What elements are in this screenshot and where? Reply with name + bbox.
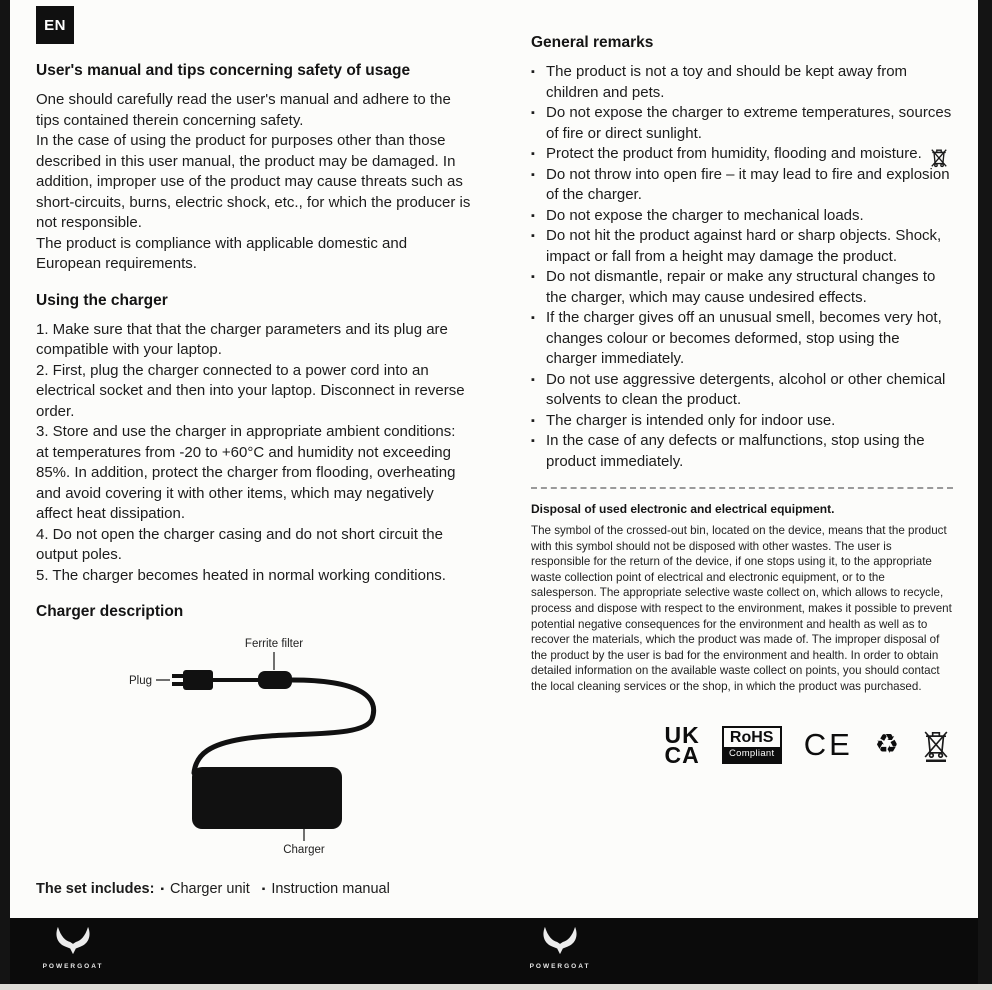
safety-paragraphs	[36, 90, 472, 275]
remark-item: ▪ Do not expose the charger to extreme temperatures, sources of fire or direct sunlight.	[531, 103, 953, 144]
disposal-heading: Disposal of used electronic and electrical equipment.	[531, 502, 835, 516]
section-heading-using: Using the charger	[36, 291, 168, 309]
remark-item: ▪ Do not hit the product against hard or sharp objects. Shock, impact or fall from a height may damage the product.	[531, 226, 953, 267]
paragraph: The product is compliance with applicable domestic and European requirements.	[36, 234, 408, 272]
step: 4. Do not open the charger casing and do not short circuit the output poles.	[36, 525, 443, 563]
brand-emblem	[38, 925, 108, 970]
remark-item: ▪ In the case of any defects or malfunctions, stop using the product immediately.	[531, 431, 953, 472]
brand-name: POWERGOAT	[42, 963, 104, 970]
disposal-text: The symbol of the crossed-out bin, located on the device, means that the product with this symbol should not be disposed with other wastes. The user is responsible for the return of the device, if one stops using it, to the appropriate waste collection point of electrical and electronic equipment, or to the salesperson. The appropriate selective waste collect on, which allows to recycle, process and dispose with respect to the environment, makes it possible to prevent potential negative consequences for the environment and health as well as to recover the materials, which the product was made of. The improper disposal of the product by the user is bad for the environment and health. In order to obtain detailed information on the available waste collect on points, you should contact the local cleaning services or the shop, in which the product was purchased.	[531, 524, 952, 693]
ferrite-filter-icon	[258, 671, 292, 689]
set-item: ▪ Instruction manual	[262, 881, 390, 897]
language-badge: EN	[36, 6, 74, 44]
step: 3. Store and use the charger in appropriate ambient conditions: at temperatures from -20 to +60°C and humidity not exceeding 85%. In addition, protect the charger from flooding, overheating and avoid covering it with other items, which may negatively affect heat dissipation.	[36, 423, 456, 522]
recycling-icon: ♻	[874, 729, 899, 760]
weee-bin-icon-small	[929, 146, 949, 170]
brand-emblem	[525, 925, 595, 970]
weee-bin-icon	[921, 727, 951, 762]
set-includes-label: The set includes:	[36, 881, 155, 897]
ukca-mark	[664, 721, 700, 768]
usage-steps	[36, 320, 472, 587]
remark-item: ▪ The charger is intended only for indoor use.	[531, 411, 953, 432]
step: 2. First, plug the charger connected to a power cord into an electrical socket and then into your laptop. Disconnect in reverse order.	[36, 361, 465, 420]
page-bottom-edge	[0, 984, 992, 990]
goat-logo-icon	[539, 925, 581, 957]
remark-item: ▪ If the charger gives off an unusual smell, becomes very hot, changes colour or becomes deformed, stop using the charger immediately.	[531, 308, 953, 370]
brand-name: POWERGOAT	[529, 963, 591, 970]
plug-label: Plug	[128, 675, 152, 687]
paragraph: In the case of using the product for purposes other than those described in this user manual, the product may be damaged. In addition, improper use of the product may cause threats such as short-circuits, burns, electric shock, etc., for which the producer is not responsible.	[36, 132, 471, 231]
section-heading-description: Charger description	[36, 603, 184, 620]
ukca-line1: UK	[664, 721, 700, 748]
section-heading-safety: User's manual and tips concerning safety of usage	[36, 62, 411, 79]
section-heading-general: General remarks	[531, 34, 654, 51]
cable	[194, 680, 374, 773]
remark-item: ▪ Do not use aggressive detergents, alcohol or other chemical solvents to clean the product.	[531, 370, 953, 411]
remark-item: ▪ Do not throw into open fire – it may lead to fire and explosion of the charger.	[531, 165, 953, 206]
set-includes-items	[160, 881, 401, 897]
ukca-line2: CA	[664, 741, 700, 768]
charger-body-icon	[192, 767, 342, 829]
step: 5. The charger becomes heated in normal working conditions.	[36, 566, 446, 584]
goat-logo-icon	[52, 925, 94, 957]
paragraph: One should carefully read the user's manual and adhere to the tips contained therein concerning safety.	[36, 91, 451, 129]
ce-mark: CE	[803, 726, 853, 762]
certification-marks	[531, 721, 953, 768]
step: 1. Make sure that that the charger parameters and its plug are compatible with your laptop.	[36, 320, 448, 358]
right-column	[531, 34, 953, 768]
set-item: ▪ Charger unit	[160, 881, 249, 897]
remark-item: ▪ Do not expose the charger to mechanical loads.	[531, 206, 953, 227]
charger-diagram	[64, 631, 464, 857]
left-column	[36, 62, 472, 897]
footer-band	[10, 918, 978, 984]
charger-label: Charger	[283, 844, 325, 856]
remark-item: ▪ Do not dismantle, repair or make any structural changes to the charger, which may cause undesired effects.	[531, 267, 953, 308]
rohs-label: RoHS	[729, 728, 774, 746]
plug-icon	[172, 670, 213, 690]
remark-item: ▪ Protect the product from humidity, flooding and moisture.	[531, 144, 953, 165]
manual-page	[10, 0, 978, 918]
general-remarks-list	[531, 62, 953, 472]
ferrite-filter-label: Ferrite filter	[244, 638, 304, 650]
dashed-divider	[531, 487, 953, 489]
rohs-compliant-label: Compliant	[724, 747, 780, 762]
set-includes-line	[36, 881, 472, 897]
rohs-mark	[722, 726, 782, 764]
remark-item: ▪ The product is not a toy and should be kept away from children and pets.	[531, 62, 953, 103]
